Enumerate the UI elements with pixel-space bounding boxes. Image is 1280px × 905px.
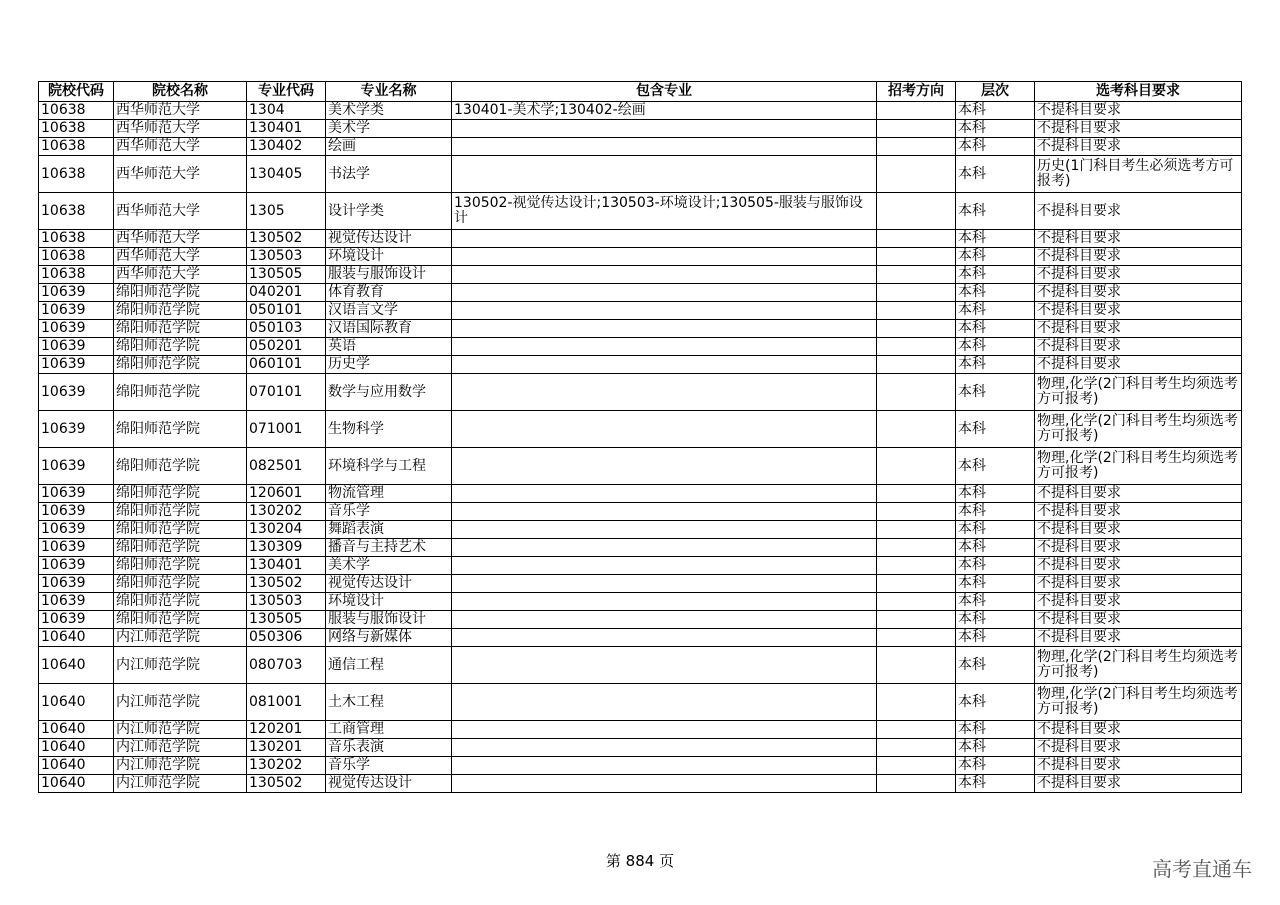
level-cell: 本科 bbox=[956, 374, 1035, 411]
school-code-cell: 10640 bbox=[39, 684, 114, 721]
level-cell: 本科 bbox=[956, 266, 1035, 284]
school-code-cell: 10638 bbox=[39, 156, 114, 193]
major-name-cell: 汉语言文学 bbox=[326, 302, 452, 320]
table-row bbox=[39, 193, 1242, 230]
level-cell: 本科 bbox=[956, 230, 1035, 248]
direction-cell bbox=[877, 374, 956, 411]
included-majors-cell bbox=[452, 593, 877, 611]
school-code-cell: 10639 bbox=[39, 320, 114, 338]
subject-requirement-cell: 历史(1门科目考生必须选考方可报考) bbox=[1035, 156, 1242, 193]
direction-cell bbox=[877, 629, 956, 647]
school-code-cell: 10638 bbox=[39, 102, 114, 120]
major-name-cell: 体育教育 bbox=[326, 284, 452, 302]
table-row bbox=[39, 356, 1242, 374]
school-name-cell: 内江师范学院 bbox=[114, 629, 247, 647]
major-name-cell: 音乐表演 bbox=[326, 739, 452, 757]
school-name-cell: 绵阳师范学院 bbox=[114, 557, 247, 575]
major-code-cell: 050306 bbox=[247, 629, 326, 647]
school-code-cell: 10639 bbox=[39, 411, 114, 448]
table-row bbox=[39, 611, 1242, 629]
major-code-cell: 130502 bbox=[247, 230, 326, 248]
school-name-cell: 内江师范学院 bbox=[114, 647, 247, 684]
table-row bbox=[39, 320, 1242, 338]
subject-requirement-cell: 不提科目要求 bbox=[1035, 521, 1242, 539]
subject-requirement-cell: 不提科目要求 bbox=[1035, 485, 1242, 503]
header-included-majors: 包含专业 bbox=[452, 82, 877, 102]
level-cell: 本科 bbox=[956, 684, 1035, 721]
header-school-code: 院校代码 bbox=[39, 82, 114, 102]
header-major-name: 专业名称 bbox=[326, 82, 452, 102]
major-name-cell: 视觉传达设计 bbox=[326, 230, 452, 248]
major-code-cell: 130503 bbox=[247, 248, 326, 266]
direction-cell bbox=[877, 593, 956, 611]
direction-cell bbox=[877, 721, 956, 739]
subject-requirement-cell: 不提科目要求 bbox=[1035, 611, 1242, 629]
included-majors-cell bbox=[452, 230, 877, 248]
direction-cell bbox=[877, 230, 956, 248]
level-cell: 本科 bbox=[956, 448, 1035, 485]
table-row bbox=[39, 757, 1242, 775]
subject-requirement-cell: 不提科目要求 bbox=[1035, 338, 1242, 356]
included-majors-cell bbox=[452, 485, 877, 503]
subject-requirement-cell: 物理,化学(2门科目考生均须选考方可报考) bbox=[1035, 374, 1242, 411]
major-name-cell: 物流管理 bbox=[326, 485, 452, 503]
subject-requirement-cell: 不提科目要求 bbox=[1035, 739, 1242, 757]
school-code-cell: 10640 bbox=[39, 721, 114, 739]
school-name-cell: 绵阳师范学院 bbox=[114, 593, 247, 611]
direction-cell bbox=[877, 684, 956, 721]
table-row bbox=[39, 230, 1242, 248]
included-majors-cell bbox=[452, 156, 877, 193]
school-name-cell: 西华师范大学 bbox=[114, 138, 247, 156]
major-code-cell: 130401 bbox=[247, 120, 326, 138]
major-name-cell: 数学与应用数学 bbox=[326, 374, 452, 411]
major-name-cell: 绘画 bbox=[326, 138, 452, 156]
major-code-cell: 050103 bbox=[247, 320, 326, 338]
level-cell: 本科 bbox=[956, 193, 1035, 230]
direction-cell bbox=[877, 647, 956, 684]
level-cell: 本科 bbox=[956, 320, 1035, 338]
school-name-cell: 绵阳师范学院 bbox=[114, 448, 247, 485]
subject-requirement-cell: 不提科目要求 bbox=[1035, 320, 1242, 338]
school-code-cell: 10640 bbox=[39, 629, 114, 647]
included-majors-cell bbox=[452, 539, 877, 557]
major-name-cell: 历史学 bbox=[326, 356, 452, 374]
school-name-cell: 绵阳师范学院 bbox=[114, 284, 247, 302]
subject-requirement-cell: 不提科目要求 bbox=[1035, 138, 1242, 156]
table-row bbox=[39, 156, 1242, 193]
subject-requirement-cell: 不提科目要求 bbox=[1035, 775, 1242, 793]
school-code-cell: 10638 bbox=[39, 138, 114, 156]
major-code-cell: 082501 bbox=[247, 448, 326, 485]
school-name-cell: 绵阳师范学院 bbox=[114, 338, 247, 356]
level-cell: 本科 bbox=[956, 757, 1035, 775]
major-code-cell: 120601 bbox=[247, 485, 326, 503]
table-row bbox=[39, 593, 1242, 611]
table-row bbox=[39, 775, 1242, 793]
direction-cell bbox=[877, 320, 956, 338]
school-code-cell: 10639 bbox=[39, 521, 114, 539]
table-row bbox=[39, 684, 1242, 721]
direction-cell bbox=[877, 539, 956, 557]
level-cell: 本科 bbox=[956, 302, 1035, 320]
subject-requirement-cell: 不提科目要求 bbox=[1035, 593, 1242, 611]
included-majors-cell bbox=[452, 120, 877, 138]
direction-cell bbox=[877, 757, 956, 775]
direction-cell bbox=[877, 521, 956, 539]
direction-cell bbox=[877, 120, 956, 138]
level-cell: 本科 bbox=[956, 338, 1035, 356]
school-name-cell: 绵阳师范学院 bbox=[114, 411, 247, 448]
direction-cell bbox=[877, 485, 956, 503]
included-majors-cell bbox=[452, 356, 877, 374]
major-name-cell: 环境设计 bbox=[326, 593, 452, 611]
level-cell: 本科 bbox=[956, 557, 1035, 575]
subject-requirement-cell: 不提科目要求 bbox=[1035, 193, 1242, 230]
major-code-cell: 050201 bbox=[247, 338, 326, 356]
level-cell: 本科 bbox=[956, 102, 1035, 120]
level-cell: 本科 bbox=[956, 156, 1035, 193]
school-name-cell: 内江师范学院 bbox=[114, 684, 247, 721]
school-name-cell: 绵阳师范学院 bbox=[114, 575, 247, 593]
school-code-cell: 10639 bbox=[39, 356, 114, 374]
school-code-cell: 10640 bbox=[39, 775, 114, 793]
major-code-cell: 1304 bbox=[247, 102, 326, 120]
table-row bbox=[39, 102, 1242, 120]
school-code-cell: 10640 bbox=[39, 739, 114, 757]
level-cell: 本科 bbox=[956, 248, 1035, 266]
school-name-cell: 绵阳师范学院 bbox=[114, 503, 247, 521]
level-cell: 本科 bbox=[956, 539, 1035, 557]
included-majors-cell bbox=[452, 374, 877, 411]
level-cell: 本科 bbox=[956, 120, 1035, 138]
included-majors-cell bbox=[452, 248, 877, 266]
direction-cell bbox=[877, 284, 956, 302]
included-majors-cell: 130502-视觉传达设计;130503-环境设计;130505-服装与服饰设计 bbox=[452, 193, 877, 230]
subject-requirement-cell: 不提科目要求 bbox=[1035, 503, 1242, 521]
school-name-cell: 西华师范大学 bbox=[114, 120, 247, 138]
subject-requirement-cell: 不提科目要求 bbox=[1035, 356, 1242, 374]
school-name-cell: 绵阳师范学院 bbox=[114, 356, 247, 374]
school-code-cell: 10639 bbox=[39, 448, 114, 485]
major-name-cell: 视觉传达设计 bbox=[326, 575, 452, 593]
direction-cell bbox=[877, 193, 956, 230]
school-code-cell: 10638 bbox=[39, 120, 114, 138]
school-code-cell: 10638 bbox=[39, 230, 114, 248]
level-cell: 本科 bbox=[956, 775, 1035, 793]
header-school-name: 院校名称 bbox=[114, 82, 247, 102]
school-code-cell: 10640 bbox=[39, 757, 114, 775]
header-direction: 招考方向 bbox=[877, 82, 956, 102]
direction-cell bbox=[877, 248, 956, 266]
school-name-cell: 西华师范大学 bbox=[114, 156, 247, 193]
included-majors-cell bbox=[452, 775, 877, 793]
included-majors-cell bbox=[452, 557, 877, 575]
included-majors-cell bbox=[452, 721, 877, 739]
included-majors-cell bbox=[452, 521, 877, 539]
direction-cell bbox=[877, 739, 956, 757]
school-code-cell: 10640 bbox=[39, 647, 114, 684]
table-row bbox=[39, 739, 1242, 757]
school-name-cell: 西华师范大学 bbox=[114, 266, 247, 284]
level-cell: 本科 bbox=[956, 284, 1035, 302]
major-code-cell: 040201 bbox=[247, 284, 326, 302]
school-code-cell: 10638 bbox=[39, 193, 114, 230]
table-row bbox=[39, 302, 1242, 320]
level-cell: 本科 bbox=[956, 411, 1035, 448]
direction-cell bbox=[877, 503, 956, 521]
table-row bbox=[39, 647, 1242, 684]
major-code-cell: 130502 bbox=[247, 775, 326, 793]
included-majors-cell bbox=[452, 302, 877, 320]
direction-cell bbox=[877, 575, 956, 593]
major-name-cell: 视觉传达设计 bbox=[326, 775, 452, 793]
major-code-cell: 130201 bbox=[247, 739, 326, 757]
level-cell: 本科 bbox=[956, 521, 1035, 539]
included-majors-cell bbox=[452, 503, 877, 521]
table-row bbox=[39, 284, 1242, 302]
watermark: 高考直通车 bbox=[1152, 857, 1252, 881]
major-name-cell: 美术学 bbox=[326, 120, 452, 138]
included-majors-cell bbox=[452, 320, 877, 338]
school-code-cell: 10638 bbox=[39, 266, 114, 284]
major-code-cell: 130405 bbox=[247, 156, 326, 193]
major-code-cell: 070101 bbox=[247, 374, 326, 411]
included-majors-cell bbox=[452, 448, 877, 485]
table-row bbox=[39, 539, 1242, 557]
major-name-cell: 美术学 bbox=[326, 557, 452, 575]
major-code-cell: 050101 bbox=[247, 302, 326, 320]
included-majors-cell bbox=[452, 338, 877, 356]
school-name-cell: 西华师范大学 bbox=[114, 193, 247, 230]
direction-cell bbox=[877, 611, 956, 629]
school-name-cell: 绵阳师范学院 bbox=[114, 302, 247, 320]
major-name-cell: 书法学 bbox=[326, 156, 452, 193]
school-code-cell: 10639 bbox=[39, 338, 114, 356]
school-name-cell: 绵阳师范学院 bbox=[114, 539, 247, 557]
school-name-cell: 内江师范学院 bbox=[114, 775, 247, 793]
school-code-cell: 10639 bbox=[39, 503, 114, 521]
subject-requirement-cell: 不提科目要求 bbox=[1035, 230, 1242, 248]
level-cell: 本科 bbox=[956, 629, 1035, 647]
major-name-cell: 英语 bbox=[326, 338, 452, 356]
school-code-cell: 10639 bbox=[39, 284, 114, 302]
direction-cell bbox=[877, 356, 956, 374]
school-code-cell: 10639 bbox=[39, 485, 114, 503]
subject-requirement-cell: 不提科目要求 bbox=[1035, 629, 1242, 647]
school-name-cell: 内江师范学院 bbox=[114, 721, 247, 739]
major-code-cell: 130204 bbox=[247, 521, 326, 539]
included-majors-cell bbox=[452, 575, 877, 593]
level-cell: 本科 bbox=[956, 647, 1035, 684]
included-majors-cell bbox=[452, 647, 877, 684]
header-level: 层次 bbox=[956, 82, 1035, 102]
subject-requirement-cell: 不提科目要求 bbox=[1035, 757, 1242, 775]
direction-cell bbox=[877, 156, 956, 193]
subject-requirement-cell: 不提科目要求 bbox=[1035, 302, 1242, 320]
major-name-cell: 播音与主持艺术 bbox=[326, 539, 452, 557]
table-row bbox=[39, 411, 1242, 448]
header-row bbox=[39, 82, 1242, 102]
major-name-cell: 音乐学 bbox=[326, 757, 452, 775]
level-cell: 本科 bbox=[956, 593, 1035, 611]
subject-requirement-cell: 物理,化学(2门科目考生均须选考方可报考) bbox=[1035, 448, 1242, 485]
subject-requirement-cell: 物理,化学(2门科目考生均须选考方可报考) bbox=[1035, 411, 1242, 448]
major-code-cell: 130202 bbox=[247, 757, 326, 775]
school-name-cell: 绵阳师范学院 bbox=[114, 320, 247, 338]
major-name-cell: 通信工程 bbox=[326, 647, 452, 684]
included-majors-cell bbox=[452, 411, 877, 448]
major-code-cell: 1305 bbox=[247, 193, 326, 230]
major-name-cell: 环境科学与工程 bbox=[326, 448, 452, 485]
major-name-cell: 服装与服饰设计 bbox=[326, 611, 452, 629]
direction-cell bbox=[877, 338, 956, 356]
major-name-cell: 音乐学 bbox=[326, 503, 452, 521]
included-majors-cell bbox=[452, 684, 877, 721]
table-row bbox=[39, 629, 1242, 647]
school-name-cell: 西华师范大学 bbox=[114, 248, 247, 266]
subject-requirement-cell: 不提科目要求 bbox=[1035, 120, 1242, 138]
level-cell: 本科 bbox=[956, 575, 1035, 593]
school-code-cell: 10639 bbox=[39, 302, 114, 320]
included-majors-cell: 130401-美术学;130402-绘画 bbox=[452, 102, 877, 120]
school-name-cell: 内江师范学院 bbox=[114, 739, 247, 757]
subject-requirement-cell: 不提科目要求 bbox=[1035, 575, 1242, 593]
included-majors-cell bbox=[452, 757, 877, 775]
table-row bbox=[39, 266, 1242, 284]
school-code-cell: 10639 bbox=[39, 539, 114, 557]
major-name-cell: 工商管理 bbox=[326, 721, 452, 739]
table-body bbox=[39, 102, 1242, 793]
table-row bbox=[39, 485, 1242, 503]
major-name-cell: 服装与服饰设计 bbox=[326, 266, 452, 284]
level-cell: 本科 bbox=[956, 611, 1035, 629]
table-row bbox=[39, 338, 1242, 356]
school-code-cell: 10639 bbox=[39, 593, 114, 611]
major-name-cell: 设计学类 bbox=[326, 193, 452, 230]
subject-requirement-cell: 物理,化学(2门科目考生均须选考方可报考) bbox=[1035, 647, 1242, 684]
included-majors-cell bbox=[452, 138, 877, 156]
major-name-cell: 汉语国际教育 bbox=[326, 320, 452, 338]
subject-requirement-cell: 不提科目要求 bbox=[1035, 266, 1242, 284]
school-code-cell: 10639 bbox=[39, 611, 114, 629]
level-cell: 本科 bbox=[956, 485, 1035, 503]
subject-requirement-cell: 不提科目要求 bbox=[1035, 102, 1242, 120]
major-name-cell: 环境设计 bbox=[326, 248, 452, 266]
major-code-cell: 130309 bbox=[247, 539, 326, 557]
major-code-cell: 080703 bbox=[247, 647, 326, 684]
major-code-cell: 130402 bbox=[247, 138, 326, 156]
direction-cell bbox=[877, 557, 956, 575]
major-code-cell: 130503 bbox=[247, 593, 326, 611]
table-row bbox=[39, 521, 1242, 539]
included-majors-cell bbox=[452, 266, 877, 284]
subject-requirement-cell: 不提科目要求 bbox=[1035, 557, 1242, 575]
page-number: 第 884 页 bbox=[605, 852, 675, 870]
major-name-cell: 网络与新媒体 bbox=[326, 629, 452, 647]
major-code-cell: 130401 bbox=[247, 557, 326, 575]
school-name-cell: 西华师范大学 bbox=[114, 230, 247, 248]
major-code-cell: 081001 bbox=[247, 684, 326, 721]
direction-cell bbox=[877, 775, 956, 793]
table-row bbox=[39, 374, 1242, 411]
direction-cell bbox=[877, 411, 956, 448]
table-row bbox=[39, 120, 1242, 138]
table-row bbox=[39, 721, 1242, 739]
level-cell: 本科 bbox=[956, 721, 1035, 739]
table-row bbox=[39, 557, 1242, 575]
included-majors-cell bbox=[452, 611, 877, 629]
table-row bbox=[39, 248, 1242, 266]
direction-cell bbox=[877, 448, 956, 485]
level-cell: 本科 bbox=[956, 138, 1035, 156]
school-name-cell: 绵阳师范学院 bbox=[114, 374, 247, 411]
table-row bbox=[39, 575, 1242, 593]
school-code-cell: 10639 bbox=[39, 575, 114, 593]
table-row bbox=[39, 503, 1242, 521]
school-name-cell: 绵阳师范学院 bbox=[114, 521, 247, 539]
subject-requirement-cell: 不提科目要求 bbox=[1035, 284, 1242, 302]
subject-requirement-cell: 不提科目要求 bbox=[1035, 539, 1242, 557]
school-name-cell: 西华师范大学 bbox=[114, 102, 247, 120]
subject-requirement-cell: 不提科目要求 bbox=[1035, 248, 1242, 266]
level-cell: 本科 bbox=[956, 739, 1035, 757]
school-name-cell: 绵阳师范学院 bbox=[114, 485, 247, 503]
major-name-cell: 美术学类 bbox=[326, 102, 452, 120]
school-code-cell: 10639 bbox=[39, 374, 114, 411]
table-row bbox=[39, 138, 1242, 156]
header-subject-requirement: 选考科目要求 bbox=[1035, 82, 1242, 102]
admissions-table bbox=[38, 81, 1242, 793]
subject-requirement-cell: 物理,化学(2门科目考生均须选考方可报考) bbox=[1035, 684, 1242, 721]
major-code-cell: 130505 bbox=[247, 266, 326, 284]
school-code-cell: 10638 bbox=[39, 248, 114, 266]
major-code-cell: 130505 bbox=[247, 611, 326, 629]
direction-cell bbox=[877, 266, 956, 284]
school-code-cell: 10639 bbox=[39, 557, 114, 575]
direction-cell bbox=[877, 102, 956, 120]
level-cell: 本科 bbox=[956, 503, 1035, 521]
major-code-cell: 130502 bbox=[247, 575, 326, 593]
major-name-cell: 舞蹈表演 bbox=[326, 521, 452, 539]
included-majors-cell bbox=[452, 739, 877, 757]
major-code-cell: 060101 bbox=[247, 356, 326, 374]
school-name-cell: 绵阳师范学院 bbox=[114, 611, 247, 629]
header-major-code: 专业代码 bbox=[247, 82, 326, 102]
subject-requirement-cell: 不提科目要求 bbox=[1035, 721, 1242, 739]
major-code-cell: 071001 bbox=[247, 411, 326, 448]
direction-cell bbox=[877, 138, 956, 156]
school-name-cell: 内江师范学院 bbox=[114, 757, 247, 775]
included-majors-cell bbox=[452, 284, 877, 302]
major-name-cell: 土木工程 bbox=[326, 684, 452, 721]
table-row bbox=[39, 448, 1242, 485]
direction-cell bbox=[877, 302, 956, 320]
level-cell: 本科 bbox=[956, 356, 1035, 374]
major-name-cell: 生物科学 bbox=[326, 411, 452, 448]
major-code-cell: 130202 bbox=[247, 503, 326, 521]
included-majors-cell bbox=[452, 629, 877, 647]
major-code-cell: 120201 bbox=[247, 721, 326, 739]
